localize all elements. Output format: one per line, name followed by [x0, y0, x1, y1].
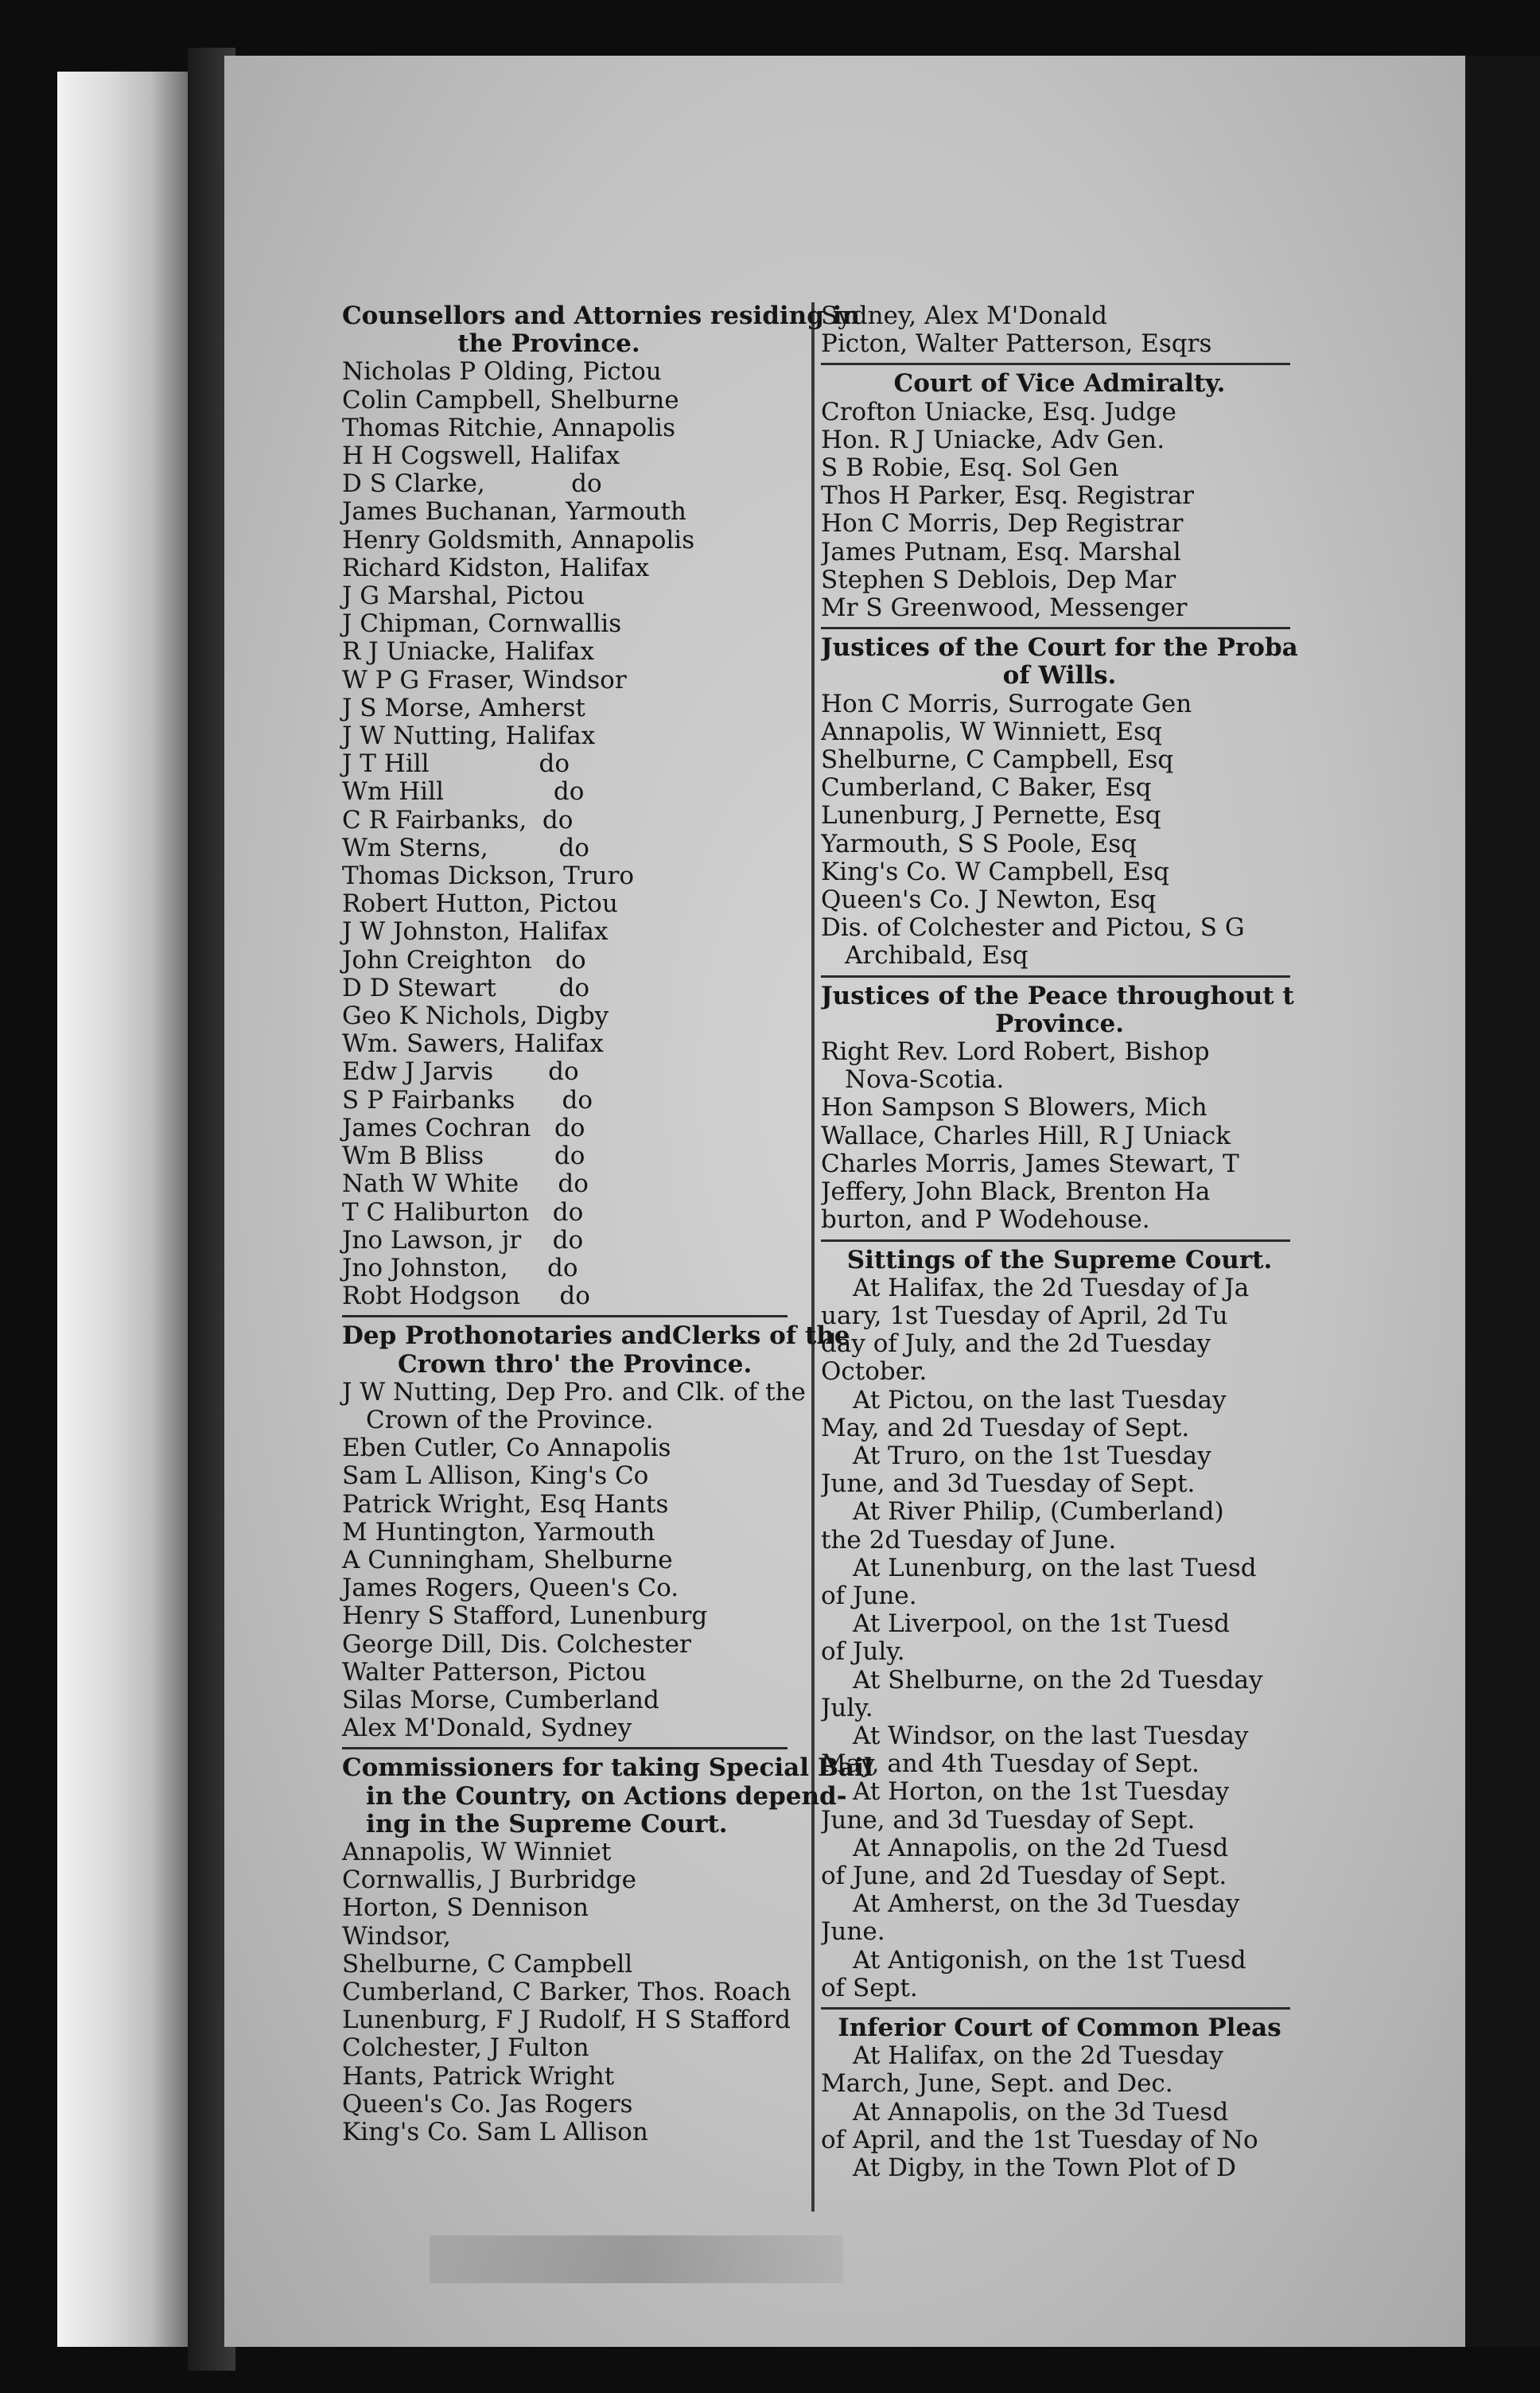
commissioner-entry: Shelburne, C Campbell — [342, 1949, 633, 1979]
prothonotary-entry: M Huntington, Yarmouth — [342, 1517, 655, 1547]
peace-line: Wallace, Charles Hill, R J Uniack — [821, 1121, 1231, 1150]
attorney-entry: W P G Fraser, Windsor — [342, 665, 627, 695]
prothonotary-lead-cont: Crown of the Province. — [366, 1405, 654, 1434]
probate-entry: Yarmouth, S S Poole, Esq — [821, 829, 1137, 858]
probate-entry: Archibald, Esq — [845, 941, 1029, 971]
attorney-entry: J W Johnston, Halifax — [342, 917, 609, 947]
supreme-court-line: At Antigonish, on the 1st Tuesd — [853, 1945, 1246, 1975]
commissioner-entry: Horton, S Dennison — [342, 1893, 589, 1923]
attorney-entry: Thomas Ritchie, Annapolis — [342, 413, 675, 442]
vice-admiralty-section — [821, 370, 1298, 622]
supreme-court-section — [821, 1247, 1298, 2002]
prothonotary-entry: George Dill, Dis. Colchester — [342, 1629, 691, 1659]
supreme-court-line: of June, and 2d Tuesday of Sept. — [821, 1861, 1227, 1890]
attorney-entry: Wm B Bliss do — [342, 1142, 585, 1171]
attorney-entry: Nath W White do — [342, 1169, 589, 1199]
supreme-court-line: of July. — [821, 1637, 905, 1667]
prothonotary-entry: Silas Morse, Cumberland — [342, 1685, 659, 1714]
probate-entry: Queen's Co. J Newton, Esq — [821, 885, 1157, 915]
attorney-entry: R J Uniacke, Halifax — [342, 637, 594, 667]
attorney-entry: Edw J Jarvis do — [342, 1057, 579, 1087]
attorney-entry: Robert Hutton, Pictou — [342, 889, 618, 919]
prothonotary-entry: Eben Cutler, Co Annapolis — [342, 1434, 671, 1463]
attorneys-heading: Counsellors and Attornies residing in — [342, 302, 860, 330]
attorney-entry: Jno Lawson, jr do — [342, 1225, 584, 1255]
vice-admiralty-entry: Stephen S Deblois, Dep Mar — [821, 565, 1176, 594]
supreme-court-line: At Truro, on the 1st Tuesday — [853, 1441, 1211, 1470]
supreme-court-line: of June. — [821, 1581, 917, 1610]
supreme-court-line: At Horton, on the 1st Tuesday — [853, 1777, 1230, 1807]
supreme-court-heading: Sittings of the Supreme Court. — [846, 1245, 1273, 1274]
attorney-entry: S P Fairbanks do — [342, 1085, 593, 1115]
attorney-entry: J G Marshal, Pictou — [342, 582, 585, 611]
attorney-entry: Colin Campbell, Shelburne — [342, 385, 679, 414]
peace-line: Hon Sampson S Blowers, Mich — [821, 1093, 1208, 1123]
vice-admiralty-heading: Court of Vice Admiralty. — [893, 369, 1226, 399]
attorney-entry: Thomas Dickson, Truro — [342, 862, 635, 891]
probate-entry: Hon C Morris, Surrogate Gen — [821, 689, 1192, 718]
prothonotary-entry: Sam L Allison, King's Co — [342, 1461, 649, 1491]
vice-admiralty-entry: Thos H Parker, Esq. Registrar — [821, 481, 1194, 511]
attorney-entry: Wm Hill do — [342, 777, 585, 807]
probate-entry: Cumberland, C Baker, Esq — [821, 773, 1152, 803]
probate-section — [821, 634, 1298, 970]
supreme-court-line: At Lunenburg, on the last Tuesd — [853, 1553, 1257, 1582]
commissioner-entry: Annapolis, W Winniet — [342, 1837, 612, 1866]
vice-admiralty-entry: James Putnam, Esq. Marshal — [821, 537, 1181, 566]
supreme-court-line: June. — [821, 1917, 885, 1947]
commissioners-heading-cont: in the Country, on Actions depend- — [366, 1781, 847, 1811]
supreme-court-line: At Windsor, on the last Tuesday — [853, 1721, 1249, 1750]
attorney-entry: John Creighton do — [342, 945, 586, 975]
inferior-court-line: At Digby, in the Town Plot of D — [853, 2154, 1236, 2182]
inferior-court-line: March, June, Sept. and Dec. — [821, 2069, 1173, 2099]
vice-admiralty-entry: S B Robie, Esq. Sol Gen — [821, 453, 1119, 483]
attorney-entry: C R Fairbanks, do — [342, 805, 574, 835]
commissioner-entry: Queen's Co. Jas Rogers — [342, 2089, 633, 2119]
top-entry: Picton, Walter Patterson, Esqrs — [821, 329, 1212, 359]
commissioners-heading: Commissioners for taking Special Bail — [342, 1753, 873, 1783]
vice-admiralty-list — [821, 399, 1298, 623]
attorney-entry: Richard Kidston, Halifax — [342, 553, 649, 582]
supreme-court-line: day of July, and the 2d Tuesday — [821, 1329, 1211, 1359]
section-rule — [821, 627, 1290, 629]
vice-admiralty-entry: Mr S Greenwood, Messenger — [821, 593, 1188, 623]
attorney-entry: James Cochran do — [342, 1113, 585, 1142]
commissioners-heading-cont2: ing in the Supreme Court. — [366, 1809, 728, 1839]
probate-heading-cont: of Wills. — [1002, 661, 1117, 691]
commissioner-entry: Cornwallis, J Burbridge — [342, 1866, 637, 1895]
inferior-court-line: At Annapolis, on the 3d Tuesd — [853, 2097, 1229, 2126]
supreme-court-line: At Pictou, on the last Tuesday — [853, 1385, 1227, 1414]
attorney-entry: T C Haliburton do — [342, 1197, 584, 1227]
commissioner-entry: Windsor, — [342, 1921, 451, 1951]
peace-line: Nova-Scotia. — [845, 1065, 1005, 1095]
supreme-court-line: June, and 3d Tuesday of Sept. — [821, 1469, 1196, 1499]
vice-admiralty-entry: Crofton Uniacke, Esq. Judge — [821, 397, 1176, 426]
supreme-court-list — [821, 1274, 1298, 2002]
attorney-entry: D D Stewart do — [342, 973, 590, 1002]
supreme-court-line: June, and 3d Tuesday of Sept. — [821, 1805, 1196, 1835]
right-column — [821, 302, 1298, 2182]
prothonotary-entry: Patrick Wright, Esq Hants — [342, 1489, 669, 1519]
supreme-court-line: May, and 2d Tuesday of Sept. — [821, 1413, 1190, 1442]
attorney-entry: H H Cogswell, Halifax — [342, 442, 620, 471]
supreme-court-line: July. — [821, 1693, 873, 1722]
probate-entry: Lunenburg, J Pernette, Esq — [821, 801, 1161, 831]
vice-admiralty-entry: Hon. R J Uniacke, Adv Gen. — [821, 425, 1165, 454]
peace-line: Charles Morris, James Stewart, T — [821, 1149, 1239, 1178]
attorney-entry: J S Morse, Amherst — [342, 693, 585, 722]
prothonotary-entry: A Cunningham, Shelburne — [342, 1545, 673, 1574]
supreme-court-line: At Amherst, on the 3d Tuesday — [853, 1889, 1240, 1919]
attorney-entry: Nicholas P Olding, Pictou — [342, 357, 662, 387]
section-rule — [821, 2007, 1290, 2010]
attorney-entry: Jno Johnston, do — [342, 1253, 578, 1282]
commissioner-entry: Hants, Patrick Wright — [342, 2061, 615, 2091]
commissioner-entry: Colchester, J Fulton — [342, 2033, 589, 2063]
prothonotary-entry: Alex M'Donald, Sydney — [342, 1714, 632, 1743]
prothonotary-lead: J W Nutting, Dep Pro. and Clk. of the — [342, 1377, 806, 1407]
commissioner-entry: Lunenburg, F J Rudolf, H S Stafford — [342, 2006, 791, 2035]
probate-heading: Justices of the Court for the Proba — [821, 633, 1298, 663]
prothonotaries-heading-cont: Crown thro' the Province. — [398, 1349, 752, 1379]
attorney-entry: Robt Hodgson do — [342, 1282, 590, 1311]
peace-section — [821, 982, 1298, 1235]
commissioner-entry: Cumberland, C Barker, Thos. Roach — [342, 1977, 791, 2006]
ink-smudge — [430, 2235, 843, 2283]
supreme-court-line: of Sept. — [821, 1973, 918, 2002]
supreme-court-line: At Halifax, the 2d Tuesday of Ja — [853, 1273, 1250, 1302]
supreme-court-line: uary, 1st Tuesday of April, 2d Tu — [821, 1301, 1228, 1330]
probate-entry: Dis. of Colchester and Pictou, S G — [821, 913, 1245, 943]
supreme-court-line: May, and 4th Tuesday of Sept. — [821, 1749, 1200, 1779]
section-rule — [342, 1747, 788, 1749]
supreme-court-line: At Annapolis, on the 2d Tuesd — [853, 1833, 1229, 1862]
facing-page-edge — [1465, 56, 1540, 2347]
prothonotary-entry: James Rogers, Queen's Co. — [342, 1574, 679, 1603]
attorney-entry: Wm. Sawers, Halifax — [342, 1029, 604, 1059]
attorney-entry: Geo K Nichols, Digby — [342, 1002, 609, 1031]
inferior-court-line: of April, and the 1st Tuesday of No — [821, 2125, 1258, 2154]
inferior-court-list — [821, 2042, 1298, 2182]
attorney-entry: J Chipman, Cornwallis — [342, 609, 622, 639]
attorneys-heading-cont: the Province. — [457, 329, 640, 359]
probate-entry: King's Co. W Campbell, Esq — [821, 857, 1169, 886]
section-rule — [342, 1315, 788, 1317]
top-entry: Sydney, Alex M'Donald — [821, 302, 1107, 330]
attorney-entry: J W Nutting, Halifax — [342, 722, 596, 751]
section-rule — [821, 975, 1290, 978]
section-rule — [821, 363, 1290, 365]
vice-admiralty-entry: Hon C Morris, Dep Registrar — [821, 509, 1184, 539]
attorney-entry: James Buchanan, Yarmouth — [342, 497, 686, 527]
probate-list — [821, 691, 1298, 971]
attorney-entry: Henry Goldsmith, Annapolis — [342, 525, 695, 554]
inferior-court-heading: Inferior Court of Common Pleas — [838, 2013, 1281, 2042]
peace-line: burton, and P Wodehouse. — [821, 1205, 1150, 1235]
peace-heading: Justices of the Peace throughout t — [821, 981, 1294, 1010]
attorney-entry: D S Clarke, do — [342, 469, 602, 499]
probate-entry: Annapolis, W Winniett, Esq — [821, 717, 1162, 746]
section-rule — [821, 1239, 1290, 1242]
inferior-court-section — [821, 2014, 1298, 2182]
peace-line: Right Rev. Lord Robert, Bishop — [821, 1037, 1210, 1067]
peace-line: Jeffery, John Black, Brenton Ha — [821, 1177, 1211, 1207]
supreme-court-line: At Shelburne, on the 2d Tuesday — [853, 1665, 1263, 1695]
peace-heading-cont: Province. — [994, 1009, 1125, 1038]
prothonotary-entry: Henry S Stafford, Lunenburg — [342, 1601, 708, 1631]
attorney-entry: Wm Sterns, do — [342, 833, 589, 862]
prothonotary-entry: Walter Patterson, Pictou — [342, 1657, 647, 1687]
book-binding-edge — [57, 72, 191, 2347]
supreme-court-line: October. — [821, 1357, 928, 1387]
supreme-court-line: At Liverpool, on the 1st Tuesd — [853, 1609, 1230, 1639]
commissioner-entry: King's Co. Sam L Allison — [342, 2118, 648, 2146]
prothonotaries-heading: Dep Prothonotaries andClerks of the — [342, 1321, 850, 1351]
probate-entry: Shelburne, C Campbell, Esq — [821, 745, 1174, 775]
supreme-court-line: the 2d Tuesday of June. — [821, 1525, 1117, 1554]
attorney-entry: J T Hill do — [342, 749, 570, 779]
supreme-court-line: At River Philip, (Cumberland) — [853, 1497, 1224, 1527]
inferior-court-line: At Halifax, on the 2d Tuesday — [853, 2041, 1223, 2071]
peace-list — [821, 1038, 1298, 1234]
